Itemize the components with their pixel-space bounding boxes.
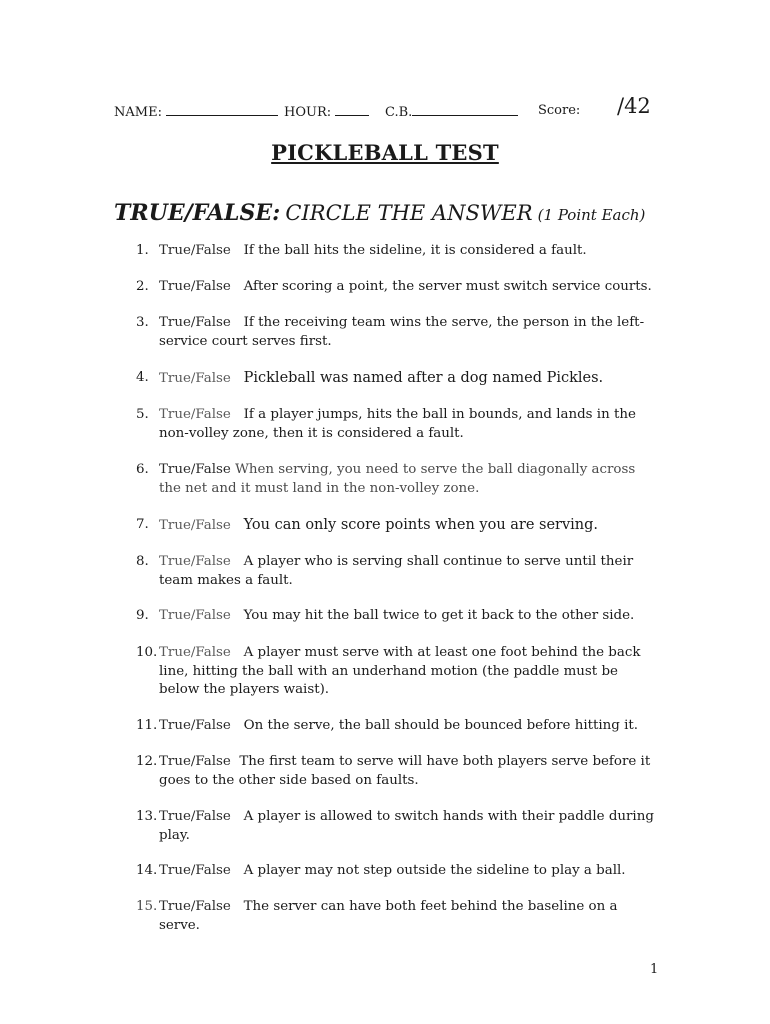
question-item [136, 369, 661, 389]
true-false-choice[interactable]: True/False [159, 809, 231, 824]
question-number: 1. [136, 243, 149, 258]
question-item [136, 461, 661, 498]
question-item [136, 516, 661, 536]
question-item [136, 314, 661, 351]
question-number: 4. [136, 370, 149, 385]
question-number: 15. [136, 899, 158, 914]
question-text: If a player jumps, hits the ball in bounds, and lands in the non-volley zone, then it is considered a fault. [159, 407, 636, 441]
question-item [136, 607, 661, 626]
true-false-choice[interactable]: True/False [159, 243, 231, 258]
question-number: 10. [136, 645, 158, 660]
question-text: When serving, you need to serve the ball diagonally across the net and it must land in the non-volley zone. [159, 462, 636, 496]
true-false-choice[interactable]: True/False [159, 462, 231, 477]
question-number: 12. [136, 754, 158, 769]
score-label: Score: [538, 103, 581, 118]
question-number: 14. [136, 863, 158, 878]
true-false-choice[interactable]: True/False [159, 899, 231, 914]
true-false-choice[interactable]: True/False [159, 315, 231, 330]
question-text: You can only score points when you are serving. [243, 517, 599, 533]
section-points: (1 Point Each) [537, 206, 646, 224]
question-text: A player is allowed to switch hands with their paddle during play. [159, 809, 654, 843]
question-number: 5. [136, 407, 149, 422]
name-blank[interactable] [166, 103, 278, 116]
question-number: 11. [136, 718, 158, 733]
question-item [136, 862, 661, 881]
true-false-choice[interactable]: True/False [159, 754, 231, 769]
section-heading [114, 200, 645, 226]
section-instruction: CIRCLE THE ANSWER [285, 201, 533, 225]
true-false-choice[interactable]: True/False [159, 518, 231, 533]
question-number: 7. [136, 517, 149, 532]
true-false-choice[interactable]: True/False [159, 371, 231, 386]
question-item [136, 406, 661, 443]
question-text: You may hit the ball twice to get it back to the other side. [243, 608, 635, 623]
true-false-choice[interactable]: True/False [159, 407, 231, 422]
name-label: NAME: [114, 105, 162, 120]
score-field [538, 103, 580, 118]
question-text: A player must serve with at least one foot behind the back line, hitting the ball with an underhand motion (the paddle must be below the players waist). [159, 645, 641, 697]
cb-label: C.B. [385, 105, 413, 120]
hour-blank[interactable] [335, 103, 369, 116]
question-item [136, 278, 661, 297]
true-false-choice[interactable]: True/False [159, 863, 231, 878]
question-text: The server can have both feet behind the baseline on a serve. [159, 899, 618, 933]
true-false-choice[interactable]: True/False [159, 554, 231, 569]
question-number: 6. [136, 462, 149, 477]
hour-field [284, 103, 369, 120]
true-false-choice[interactable]: True/False [159, 645, 231, 660]
hour-label: HOUR: [284, 105, 332, 120]
true-false-choice[interactable]: True/False [159, 718, 231, 733]
question-item [136, 553, 661, 590]
question-item [136, 753, 661, 790]
question-item [136, 242, 661, 261]
question-item [136, 808, 661, 845]
question-text: The first team to serve will have both players serve before it goes to the other side based on faults. [159, 754, 651, 788]
question-text: On the serve, the ball should be bounced before hitting it. [243, 718, 639, 733]
question-text: After scoring a point, the server must switch service courts. [243, 279, 652, 294]
cb-field [385, 103, 518, 120]
question-number: 8. [136, 554, 149, 569]
question-item [136, 898, 661, 935]
section-type: TRUE/FALSE: [114, 200, 281, 226]
question-text: A player who is serving shall continue to serve until their team makes a fault. [159, 554, 634, 588]
question-number: 3. [136, 315, 149, 330]
question-item [136, 717, 661, 736]
name-field [114, 103, 278, 120]
page-title: PICKLEBALL TEST [271, 140, 499, 165]
question-text: A player may not step outside the sideline to play a ball. [243, 863, 626, 878]
question-item [136, 644, 661, 700]
true-false-choice[interactable]: True/False [159, 279, 231, 294]
question-text: If the ball hits the sideline, it is considered a fault. [243, 243, 587, 258]
student-info-row [114, 94, 674, 124]
question-number: 13. [136, 809, 158, 824]
true-false-choice[interactable]: True/False [159, 608, 231, 623]
question-text: If the receiving team wins the serve, the person in the left-service court serves first. [159, 315, 645, 349]
page-number: 1 [650, 962, 659, 977]
question-number: 2. [136, 279, 149, 294]
question-text: Pickleball was named after a dog named Pickles. [243, 370, 604, 386]
question-number: 9. [136, 608, 149, 623]
score-total: /42 [617, 94, 651, 118]
cb-blank[interactable] [412, 103, 518, 116]
